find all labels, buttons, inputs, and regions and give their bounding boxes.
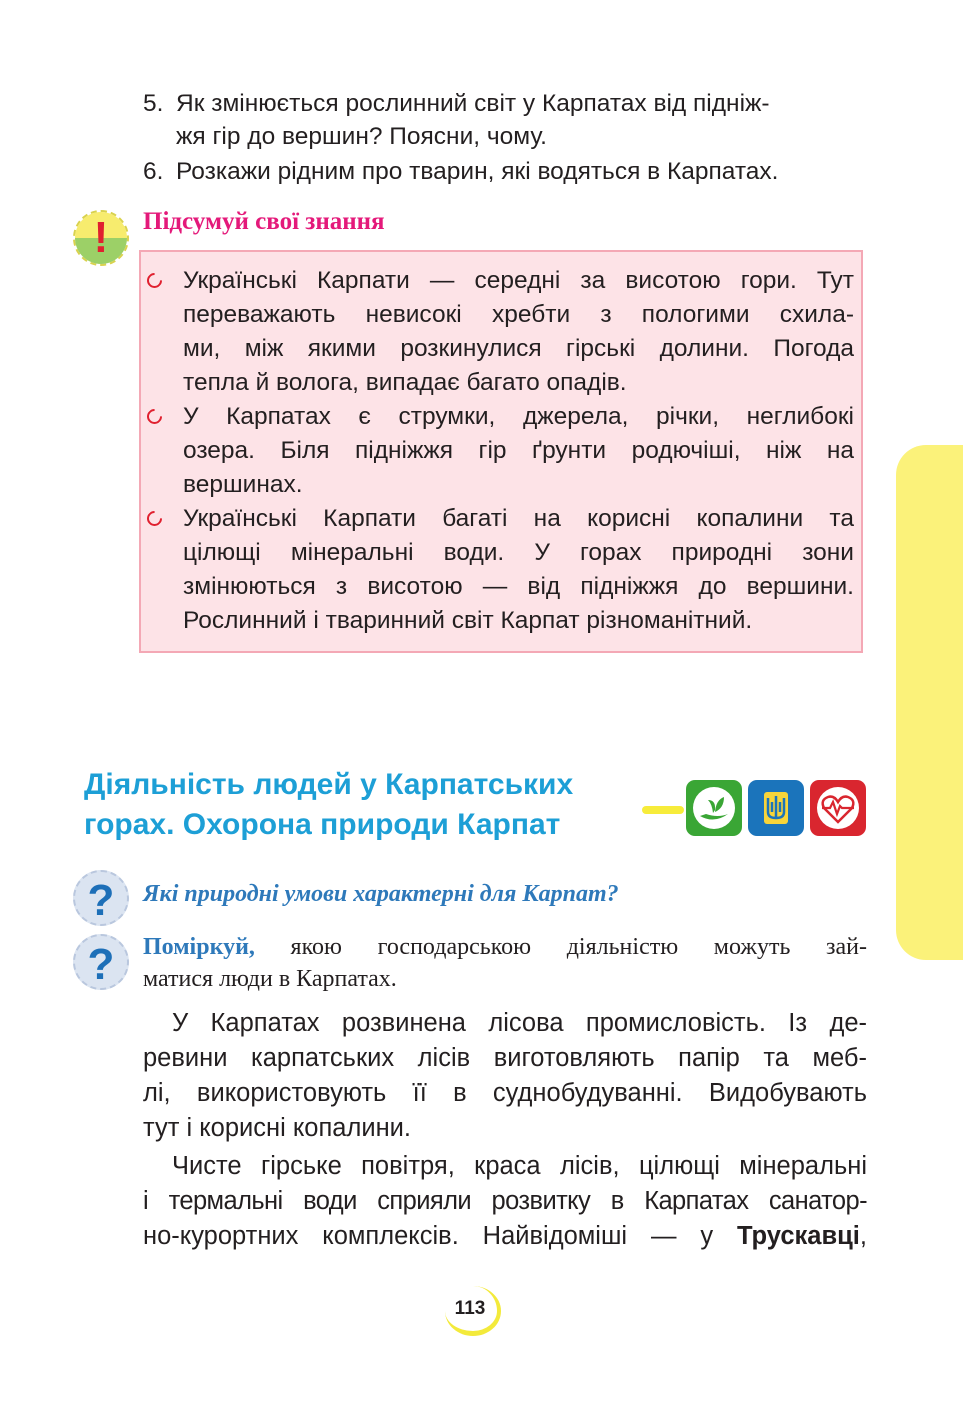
paragraph-2-line-2: і термальні води сприяли розвитку в Карпатах санатор- (143, 1187, 867, 1215)
summary-box: Українські Карпати — середні за висотою гори. Тут переважають невисокі хребти з пологими схила- ми, між якими розкинулися гірські долини. Погода тепла й волога, випадає багато опадів. У Карпатах є струмки, джерела, річки, неглибокі озера. Біля підніжжя гір ґрунти родючіші, ніж на вершинах. Українські Карпати багаті на корисні копалини та цілющі мінеральні води. У горах природні зони змінюються з висотою — від підніжжя до вершини. Рослинний і тваринний світ Карпат різноманітний. (139, 250, 863, 653)
paragraph-1-line-3: лі, використовують її в суднобудуванні. Видобувають (143, 1079, 867, 1107)
page-number: 113 (454, 1298, 486, 1319)
title-underline (642, 806, 684, 814)
question-5: 5. Як змінюється рослинний світ у Карпатах від підніж- (143, 90, 770, 117)
prompt-think-line-1: Поміркуй, якою господарською діяльністю можуть зай- (143, 934, 867, 960)
ukraine-trident-icon (748, 780, 804, 836)
paragraph-1-line-2: ревини карпатських лісів виготовляють папір та меб- (143, 1044, 867, 1072)
question-6: 6. Розкажи рідним про тварин, які водяться в Карпатах. (143, 158, 779, 185)
heart-health-icon (810, 780, 866, 836)
exclamation-icon: ! (73, 210, 129, 266)
paragraph-1-line-1: У Карпатах розвинена лісова промисловість. Із де- (172, 1009, 867, 1037)
question-5-cont: жя гір до вершин? Поясни, чому. (176, 123, 547, 150)
bullet-icon (144, 270, 165, 291)
paragraph-2-line-1: Чисте гірське повітря, краса лісів, цілющі мінеральні (172, 1152, 867, 1180)
question-mark-icon-2: ? (73, 934, 129, 990)
ecology-icon (686, 780, 742, 836)
paragraph-2-line-3: но-курортних комплексів. Найвідоміші — у Трускавці, (143, 1222, 867, 1250)
side-tab (896, 445, 963, 960)
summary-heading: Підсумуй свої знання (143, 208, 385, 235)
bullet-icon (144, 406, 165, 427)
prompt-question-1: Які природні умови характерні для Карпат? (143, 881, 619, 907)
section-title-line-2: горах. Охорона природи Карпат (84, 808, 561, 841)
question-mark-icon: ? (73, 870, 129, 926)
bullet-icon (144, 508, 165, 529)
paragraph-1-line-4: тут і корисні копалини. (143, 1114, 412, 1142)
prompt-think-line-2: матися люди в Карпатах. (143, 966, 397, 992)
section-title-line-1: Діяльність людей у Карпатських (84, 768, 574, 801)
